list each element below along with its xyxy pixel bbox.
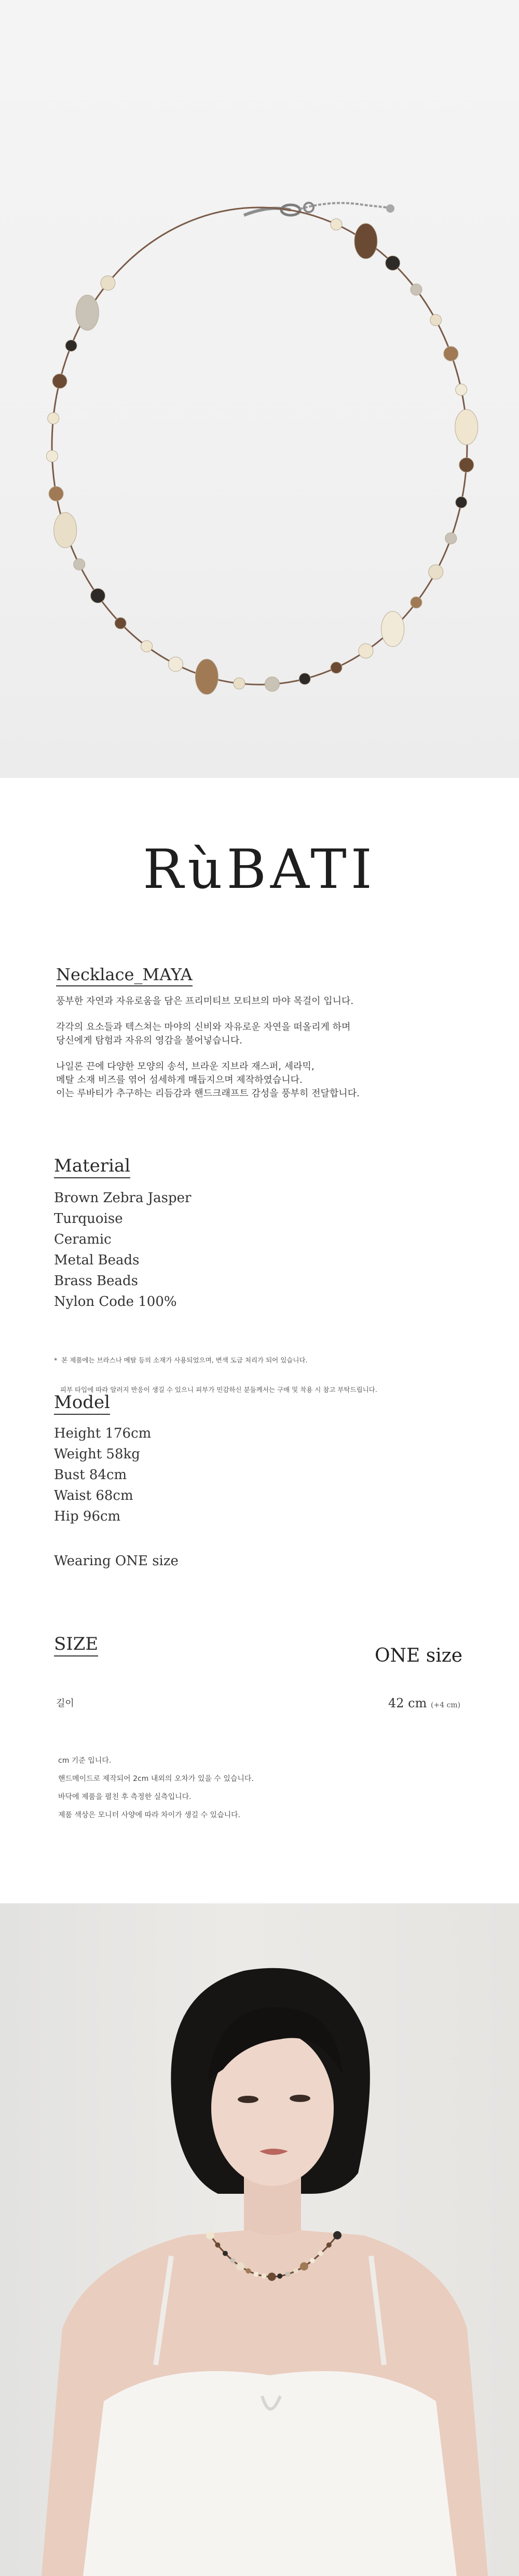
material-item: Turquoise [54,1211,123,1227]
worn-bead [268,2273,276,2281]
bead [54,512,77,548]
material-item: Metal Beads [54,1252,140,1268]
bead [101,276,115,290]
bead [76,295,99,330]
material-item: Brown Zebra Jasper [54,1190,192,1206]
worn-bead [310,2258,315,2263]
bead [234,678,245,689]
worn-bead [333,2231,342,2239]
worn-bead [318,2251,323,2256]
size-row-label: 길이 [56,1698,74,1709]
bead [115,618,126,629]
bead [430,314,442,326]
white-top-shape [83,2371,457,2576]
bead [52,374,67,388]
size-extra: (+4 cm) [431,1701,461,1709]
bead [65,340,77,351]
model-item: Waist 68cm [54,1488,133,1503]
size-column-header: ONE size [375,1645,462,1666]
necklace-illustration [0,0,519,778]
bead [456,497,467,508]
size-value: 42 cm [388,1696,427,1710]
material-note: 피부 타입에 따라 알러지 반응이 생길 수 있으니 피부가 민감하신 분들께서는 구매 및 착용 시 참고 부탁드립니다. [54,1386,377,1394]
worn-bead [236,2262,244,2271]
size-note: cm 기준 입니다. [58,1757,112,1765]
size-value-cell [388,1696,460,1710]
bead [455,409,478,444]
bead [456,384,467,395]
material-item: Ceramic [54,1232,112,1247]
bead-group [46,219,477,694]
desc-line: 당신에게 탐험과 자유의 영감을 불어넣습니다. [56,1035,242,1046]
desc-line: 풍부한 자연과 자유로움을 담은 프리미티브 모티브의 마야 목걸이 입니다. [56,996,354,1007]
model-item: Height 176cm [54,1426,152,1441]
worn-bead [277,2274,282,2279]
bead [49,486,63,501]
size-section [54,1634,98,1656]
material-note: * 본 제품에는 브라스나 메탈 등의 소재가 사용되었으며, 변색 도금 처리가 되어 있습니다. [54,1356,308,1364]
brand-logo: RùBATI [143,838,376,901]
worn-bead [293,2268,298,2274]
wearing-size: Wearing ONE size [54,1553,179,1569]
bead [444,346,458,361]
bead [299,673,310,685]
bead [411,284,422,295]
bead [359,644,373,658]
worn-bead [300,2262,308,2271]
necklace-description [56,995,482,1101]
material-list [54,1188,191,1312]
model-item: Weight 58kg [54,1446,140,1462]
size-note: 핸드메이드로 제작되어 2cm 내외의 오차가 있을 수 있습니다. [58,1775,254,1783]
desc-line: 나일론 끈에 다양한 모양의 송석, 브라운 지브라 재스퍼, 세라믹, [56,1061,315,1072]
bead [46,451,58,462]
necklace-clasp [244,203,394,215]
bead [331,662,342,673]
material-title: Material [54,1155,130,1178]
material-section [54,1155,130,1178]
desc-line: 메탈 소재 비즈를 엮어 섬세하게 매듭지으며 제작하였습니다. [56,1075,303,1085]
material-item: Brass Beads [54,1273,138,1289]
bead [354,224,377,259]
model-photo [0,1903,519,2576]
product-photo [0,0,519,778]
bead [386,256,400,270]
worn-bead [326,2243,332,2248]
size-title: SIZE [54,1634,98,1656]
model-item: Bust 84cm [54,1467,127,1483]
model-list [54,1423,151,1527]
eye-left [238,2096,258,2103]
bead [74,559,85,570]
bead [141,640,153,652]
model-title: Model [54,1392,110,1415]
necklace-section [56,965,193,986]
bead [429,565,443,579]
bead [48,413,59,424]
material-notes [54,1335,511,1404]
bead [381,611,404,647]
model-item: Hip 96cm [54,1509,121,1524]
worn-bead [230,2258,236,2263]
size-note: 제품 색상은 모니터 사양에 따라 차이가 생길 수 있습니다. [58,1811,241,1819]
worn-bead [245,2268,251,2274]
worn-bead [261,2274,266,2279]
bead [91,589,105,603]
bead [168,657,183,672]
necklace-title: Necklace_MAYA [56,965,193,986]
eye-right [290,2095,310,2102]
worn-bead [206,2231,214,2239]
bead [459,458,474,472]
worn-bead [223,2251,228,2256]
bead [195,659,218,694]
material-item: Nylon Code 100% [54,1294,177,1310]
worn-bead [253,2272,258,2277]
bead [331,219,342,230]
desc-line: 각각의 요소들과 텍스쳐는 마야의 신비와 자유로운 자연을 떠올리게 하며 [56,1022,351,1033]
model-section [54,1392,110,1415]
bead [265,677,279,691]
size-note: 바닥에 제품을 펼친 후 측정한 실측입니다. [58,1793,192,1801]
desc-line: 이는 루바티가 추구하는 리듬감과 핸드크래프트 감성을 풍부히 전달합니다. [56,1088,360,1099]
bead [445,533,457,544]
size-notes [58,1752,254,1825]
worn-bead [285,2272,291,2277]
worn-bead [215,2243,220,2248]
model-illustration [0,1903,519,2576]
bead [411,597,422,608]
